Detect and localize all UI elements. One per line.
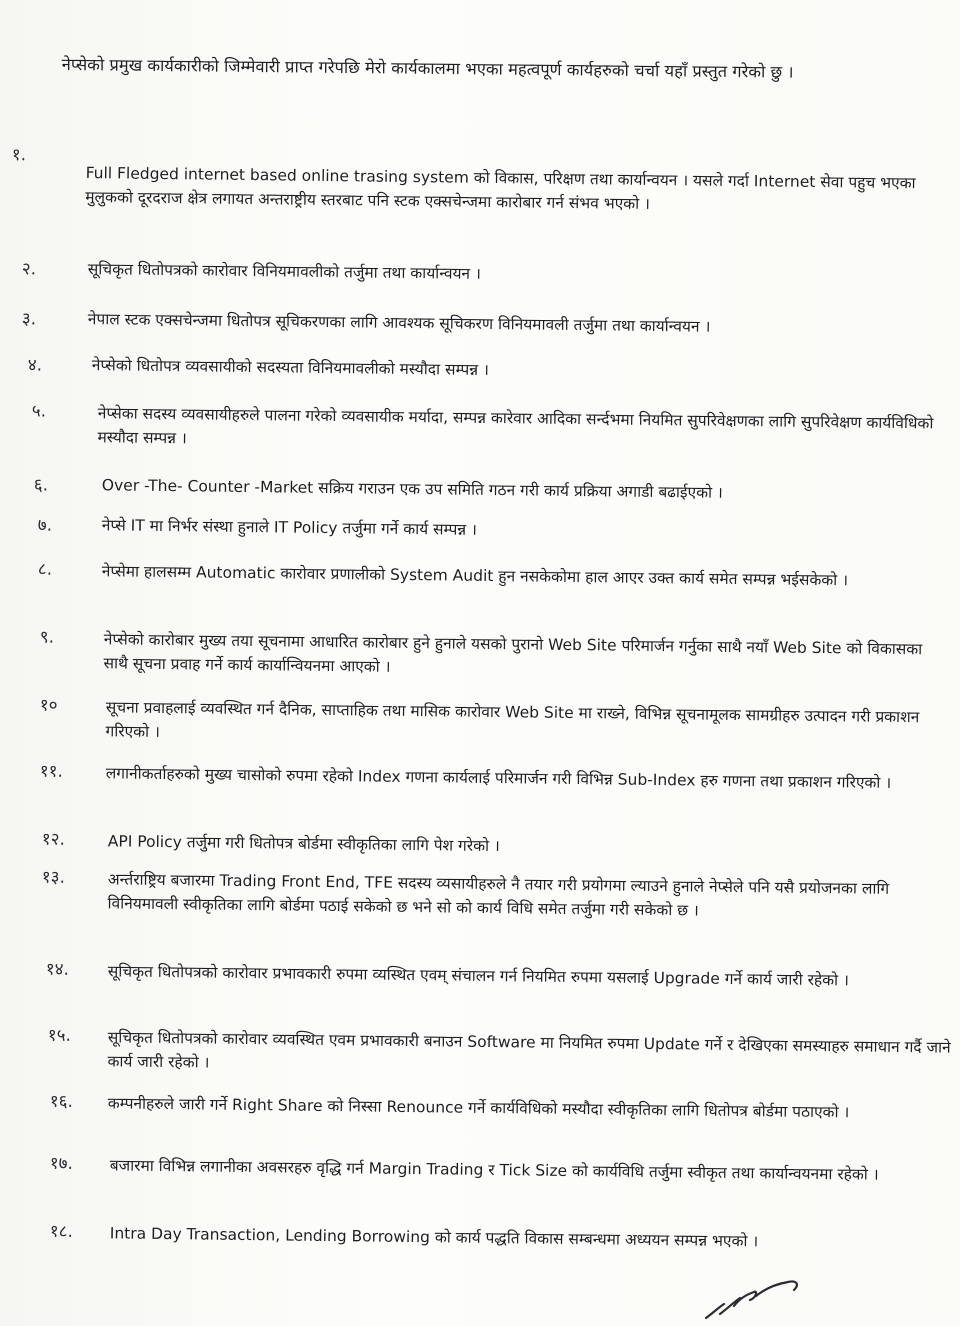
handwritten-signature [700, 1268, 810, 1326]
list-item-1 [0, 142, 960, 213]
item-number: ५. [31, 401, 47, 422]
item-text: लगानीकर्ताहरुको मुख्य चासोको रुपमा रहेको Index गणना कार्यलाई परिमार्जन गरी विभिन्न Sub-Index हरु गणना तथा प्रकाशन गरिएको । [105, 764, 892, 792]
item-text: नेपाल स्टक एक्सचेन्जमा धितोपत्र सूचिकरणका लागि आवश्यक सूचिकरण विनियमावली तर्जुमा तथा कार्यान्वयन । [87, 310, 711, 336]
list-item-9 [0, 624, 960, 676]
item-number: ११. [39, 761, 64, 782]
intro-paragraph: नेप्सेको प्रमुख कार्यकारीको जिम्मेवारी प्राप्त गरेपछि मेरो कार्यकालमा भएका महत्वपूर्ण कार्यहरुको चर्चा यहाँ प्रस्तुत गरेको छु । [61, 54, 794, 82]
list-item-13 [0, 864, 960, 920]
item-text: नेप्से IT मा निर्भर संस्था हुनाले IT Policy तर्जुमा गर्ने कार्य सम्पन्न । [101, 516, 478, 539]
item-number: ७. [37, 515, 53, 536]
item-number: ४. [27, 355, 43, 376]
item-text: सूचिकृत धितोपत्रको कारोवार प्रभावकारी रुपमा व्यस्थित एवम् संचालन गर्न नियमित रुपमा यसलाई Upgrade गर्ने कार्य जारी रहेको । [107, 962, 850, 990]
item-number: १४. [45, 959, 70, 980]
item-text: नेप्सेका सदस्य व्यवसायीहरुले पालना गरेको व्यवसायीक मर्यादा, सम्पन्न कारेवार आदिका सर्न्दभमा नियमित सुपरिवेक्षणका लागि सुपरिवेक्षण कार्यविधिको मस्यौदा सम्पन्न । [97, 404, 934, 448]
item-number: ३. [21, 309, 37, 330]
item-text: Over -The- Counter -Market सक्रिय गराउन एक उप समिति गठन गरी कार्य प्रक्रिया अगाडी बढाईएको । [101, 476, 723, 502]
list-item-16 [0, 1088, 960, 1122]
item-number: १० [39, 695, 58, 716]
list-item-4 [0, 352, 960, 379]
item-number: १२. [41, 829, 66, 850]
list-item-2 [0, 256, 960, 283]
item-number: १७. [49, 1153, 74, 1174]
list-item-5 [0, 398, 960, 448]
item-number: ९. [39, 627, 55, 648]
list-item-14 [0, 956, 960, 990]
list-item-17 [0, 1150, 960, 1184]
list-item-8 [0, 556, 960, 590]
item-text: नेप्सेको धितोपत्र व्यवसायीको सदस्यता विनियमावलीको मस्यौदा सम्पन्न । [91, 356, 490, 379]
item-number: १८. [49, 1221, 74, 1242]
item-text: नेप्सेको कारोबार मुख्य तया सूचनामा आधारित कारोबार हुने हुनाले यसको पुरानो Web Site परिमार्जन गर्नुका साथै नयाँ Web Site को विकासका साथै सूचना प्रवाह गर्ने कार्य कार्यान्वियनमा आएको । [103, 630, 923, 676]
item-text: बजारमा विभिन्न लगानीका अवसरहरु वृद्धि गर्न Margin Trading र Tick Size को कार्यविधि तर्जुमा स्वीकृत तथा कार्यान्वयनमा रहेको । [109, 1156, 879, 1184]
list-item-15 [0, 1022, 960, 1072]
item-number: १५. [47, 1025, 72, 1046]
item-text: Full Fledged internet based online trasing system को विकास, परिक्षण तथा कार्यान्वयन । यसले गर्दा Internet सेवा पहुच भएका मुलुकको दूरदराज क्षेत्र लगायत अन्तराष्ट्रीय स्तरबाट पनि स्टक एक्सचेन्जमा कारोबार गर्न संभव भएको । [85, 164, 916, 213]
item-text: सूचिकृत धितोपत्रको कारोवार विनियमावलीको तर्जुमा तथा कार्यान्वयन । [87, 260, 482, 283]
list-item-10 [0, 692, 960, 741]
item-number: १६. [49, 1091, 74, 1112]
item-text: कम्पनीहरुले जारी गर्ने Right Share को निस्सा Renounce गर्ने कार्यविधिको मस्यौदा स्वीकृतिका लागि धितोपत्र बोर्डमा पठाएको । [107, 1094, 850, 1122]
list-item-6 [0, 472, 960, 502]
list-item-12 [0, 826, 960, 856]
item-number: १३. [41, 867, 66, 888]
list-item-18 [0, 1218, 960, 1251]
item-text: सूचना प्रवाहलाई व्यवस्थित गर्न दैनिक, साप्ताहिक तथा मासिक कारोवार Web Site मा राख्ने, विभिन्न सूचनामूलक सामग्रीहरु उत्पादन गरी प्रकाशन गरिएको । [105, 698, 920, 741]
list-item-11 [0, 758, 960, 792]
item-number: ८. [37, 559, 53, 580]
item-text: API Policy तर्जुमा गरी धितोपत्र बोर्डमा स्वीकृतिका लागि पेश गरेको । [107, 832, 500, 856]
list-item-3 [0, 306, 960, 336]
item-number: २. [21, 259, 37, 280]
item-text: अर्न्तराष्ट्रिय बजारमा Trading Front End, TFE सदस्य व्यसायीहरुले नै तयार गरी प्रयोगमा ल्याउने हुनाले नेप्सेले पनि यसै प्रयोजनका लागि विनियमावली स्वीकृतिका लागि बोर्डमा पठाई सकेको छ भने सो को कार्य विधि समेत तर्जुमा गरी सकेको छ । [107, 870, 890, 920]
item-text: Intra Day Transaction, Lending Borrowing को कार्य पद्धति विकास सम्बन्धमा अध्ययन सम्पन्न भएको । [109, 1224, 759, 1251]
list-item-7 [0, 512, 960, 539]
item-number: ६. [33, 475, 49, 496]
item-number: १. [11, 145, 27, 166]
item-text: सूचिकृत धितोपत्रको कारोवार व्यवस्थित एवम प्रभावकारी बनाउन Software मा नियमित रुपमा Update गर्ने र देखिएका समस्याहरु समाधान गर्दै जाने कार्य जारी रहेको । [107, 1028, 951, 1072]
item-text: नेप्सेमा हालसम्म Automatic कारोवार प्रणालीको System Audit हुन नसकेकोमा हाल आएर उक्त कार्य समेत सम्पन्न भईसकेको । [101, 562, 849, 590]
